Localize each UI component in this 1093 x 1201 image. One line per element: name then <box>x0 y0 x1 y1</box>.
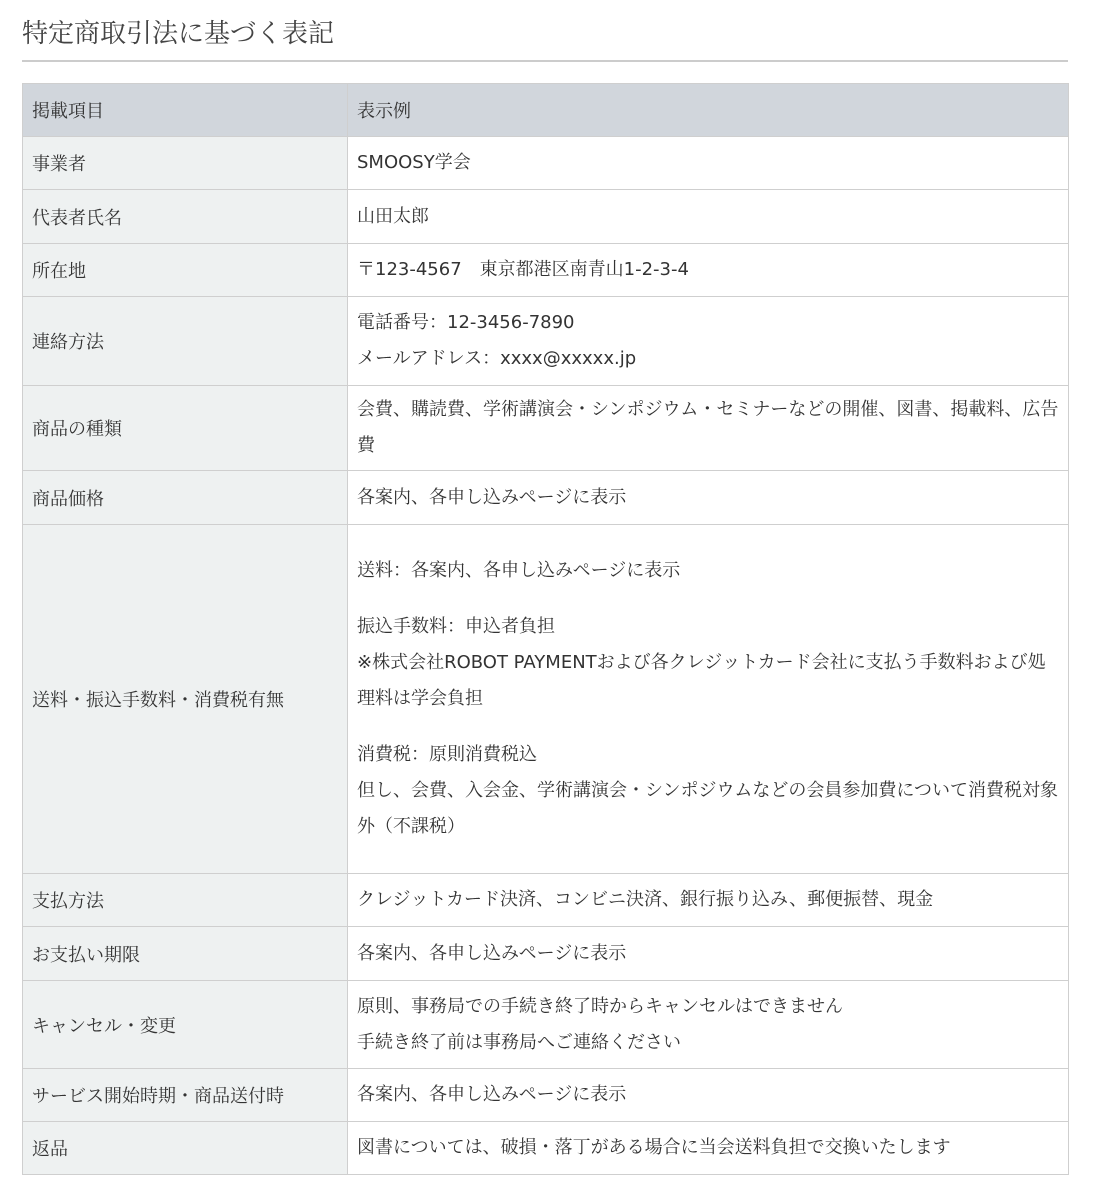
row-label: キャンセル・変更 <box>23 981 348 1069</box>
business-name: SMOOSY学会 <box>357 152 471 173</box>
row-label: 商品価格 <box>23 471 348 525</box>
row-value <box>348 927 1069 981</box>
product-types: 会費、購読費、学術講演会・シンポジウム・セミナーなどの開催、図書、掲載料、広告費 <box>357 399 1059 456</box>
table-row <box>23 927 1069 981</box>
row-label: 代表者氏名 <box>23 190 348 244</box>
row-value <box>348 386 1069 471</box>
header-item: 掲載項目 <box>23 84 348 137</box>
table-row <box>23 874 1069 927</box>
row-label: 返品 <box>23 1122 348 1175</box>
product-price: 各案内、各申し込みページに表示 <box>357 486 627 508</box>
consumption-tax: 消費税：原則消費税込 <box>357 744 537 765</box>
consumption-tax-note: 但し、会費、入会金、学術講演会・シンポジウムなどの会員参加費について消費税対象外（不課税） <box>357 780 1059 837</box>
title-divider <box>22 60 1068 62</box>
transfer-fee: 振込手数料：申込者負担 <box>357 616 555 637</box>
transfer-fee-paragraph <box>357 609 1059 717</box>
row-value <box>348 244 1069 297</box>
row-label: 連絡方法 <box>23 297 348 386</box>
row-value <box>348 137 1069 190</box>
row-label: 送料・振込手数料・消費税有無 <box>23 525 348 874</box>
service-start: 各案内、各申し込みページに表示 <box>357 1084 627 1105</box>
row-label: お支払い期限 <box>23 927 348 981</box>
phone-number: 電話番号：12-3456-7890 <box>357 312 575 333</box>
table-row <box>23 386 1069 471</box>
row-value <box>348 1069 1069 1122</box>
transfer-fee-note: ※株式会社ROBOT PAYMENTおよび各クレジットカード会社に支払う手数料および処理料は学会負担 <box>357 652 1046 709</box>
table-row <box>23 244 1069 297</box>
table-row <box>23 471 1069 525</box>
row-value <box>348 1122 1069 1175</box>
row-label: サービス開始時期・商品送付時 <box>23 1069 348 1122</box>
representative-name: 山田太郎 <box>357 205 429 227</box>
row-label: 所在地 <box>23 244 348 297</box>
header-example: 表示例 <box>348 84 1069 137</box>
row-value <box>348 471 1069 525</box>
row-value <box>348 874 1069 927</box>
table-row <box>23 137 1069 190</box>
shipping-paragraph <box>357 553 1059 589</box>
table-header-row <box>23 84 1069 137</box>
commerce-law-table <box>22 83 1069 1175</box>
row-label: 支払方法 <box>23 874 348 927</box>
cancel-contact: 手続き終了前は事務局へご連絡ください <box>357 1031 681 1053</box>
table-row <box>23 981 1069 1069</box>
row-value <box>348 981 1069 1069</box>
table-row <box>23 297 1069 386</box>
address: 〒123-4567 東京都港区南青山1-2-3-4 <box>357 259 689 280</box>
row-label: 事業者 <box>23 137 348 190</box>
table-row <box>23 525 1069 874</box>
cancel-policy: 原則、事務局での手続き終了時からキャンセルはできません <box>357 995 843 1017</box>
returns-policy: 図書については、破損・落丁がある場合に当会送料負担で交換いたします <box>357 1137 951 1158</box>
payment-methods: クレジットカード決済、コンビニ決済、銀行振り込み、郵便振替、現金 <box>357 889 934 910</box>
row-label: 商品の種類 <box>23 386 348 471</box>
table-row <box>23 1122 1069 1175</box>
row-value <box>348 190 1069 244</box>
page-title: 特定商取引法に基づく表記 <box>22 19 335 49</box>
row-value <box>348 525 1069 874</box>
shipping-fee: 送料：各案内、各申し込みページに表示 <box>357 560 681 581</box>
table-row <box>23 1069 1069 1122</box>
row-value <box>348 297 1069 386</box>
payment-deadline: 各案内、各申し込みページに表示 <box>357 942 627 964</box>
table-row <box>23 190 1069 244</box>
tax-paragraph <box>357 737 1059 845</box>
email-address: メールアドレス：xxxx@xxxxx.jp <box>357 348 637 369</box>
